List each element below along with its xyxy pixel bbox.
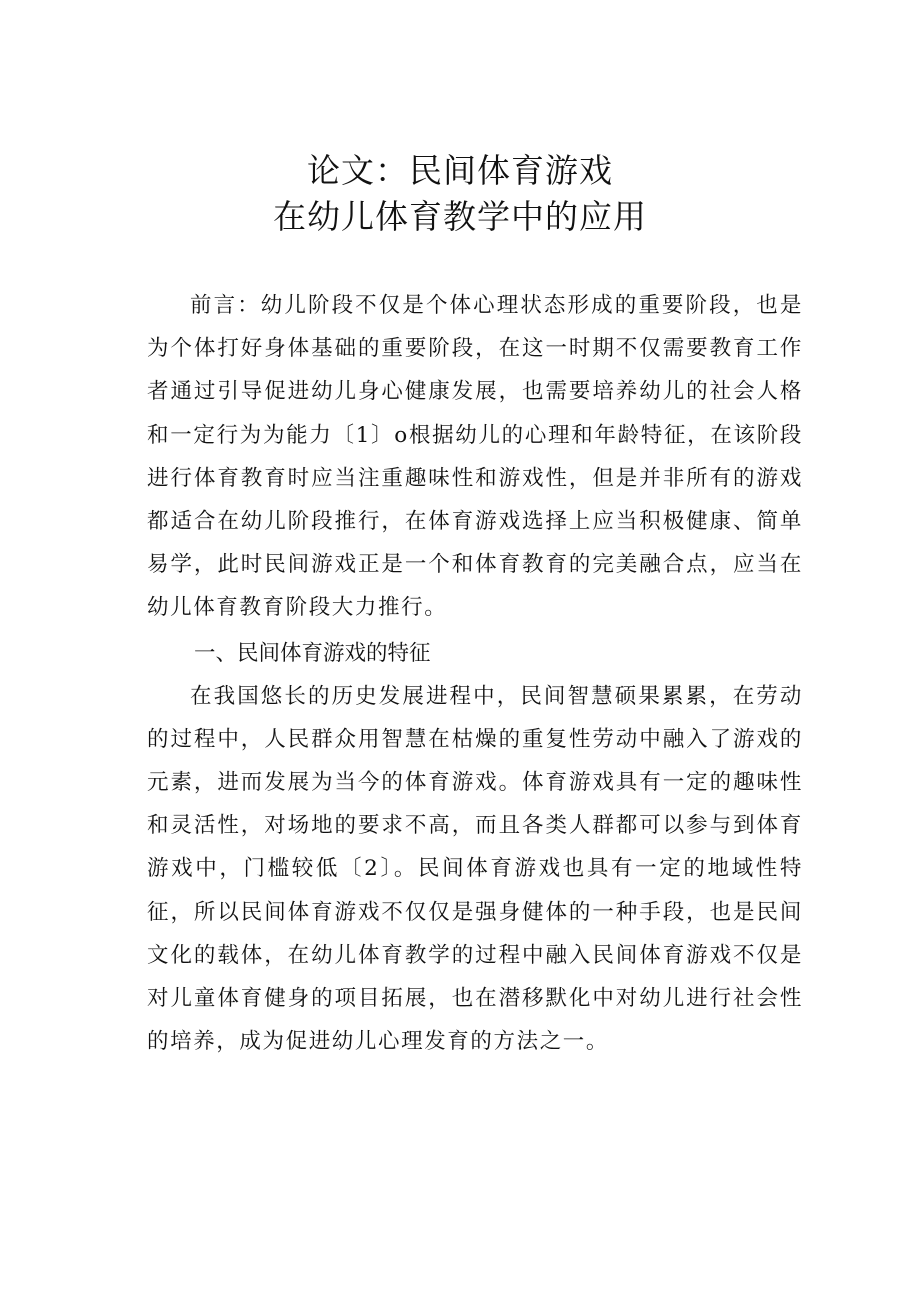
section-paragraph: 在我国悠长的历史发展进程中，民间智慧硕果累累，在劳动的过程中，人民群众用智慧在枯燥的重复性劳动中融入了游戏的元素，进而发展为当今的体育游戏。体育游戏具有一定的趣味性和灵活性，对场地的要求不高，而且各类人群都可以参与到体育游戏中，门槛较低〔2〕。民间体育游戏也具有一定的地域性特征，所以民间体育游戏不仅仅是强身健体的一种手段，也是民间文化的载体，在幼儿体育教学的过程中融入民间体育游戏不仅是对儿童体育健身的项目拓展，也在潜移默化中对幼儿进行社会性的培养，成为促进幼儿心理发育的方法之一。: [147, 683, 803, 1055]
preface-paragraph: 前言：幼儿阶段不仅是个体心理状态形成的重要阶段，也是为个体打好身体基础的重要阶段，在这一时期不仅需要教育工作者通过引导促进幼儿身心健康发展，也需要培养幼儿的社会人格和一定行为为能力〔1〕o根据幼儿的心理和年龄特征，在该阶段进行体育教育时应当注重趣味性和游戏性，但是并非所有的游戏都适合在幼儿阶段推行，在体育游戏选择上应当积极健康、简单易学，此时民间游戏正是一个和体育教育的完美融合点，应当在幼儿体育教育阶段大力推行。: [147, 293, 803, 621]
document-body: [147, 284, 803, 1063]
section-heading: 一、民间体育游戏的特征: [194, 640, 431, 666]
document-title: [0, 148, 920, 240]
title-line-2: 在幼儿体育教学中的应用: [273, 197, 647, 236]
title-line-1: 论文：民间体育游戏: [307, 151, 613, 190]
